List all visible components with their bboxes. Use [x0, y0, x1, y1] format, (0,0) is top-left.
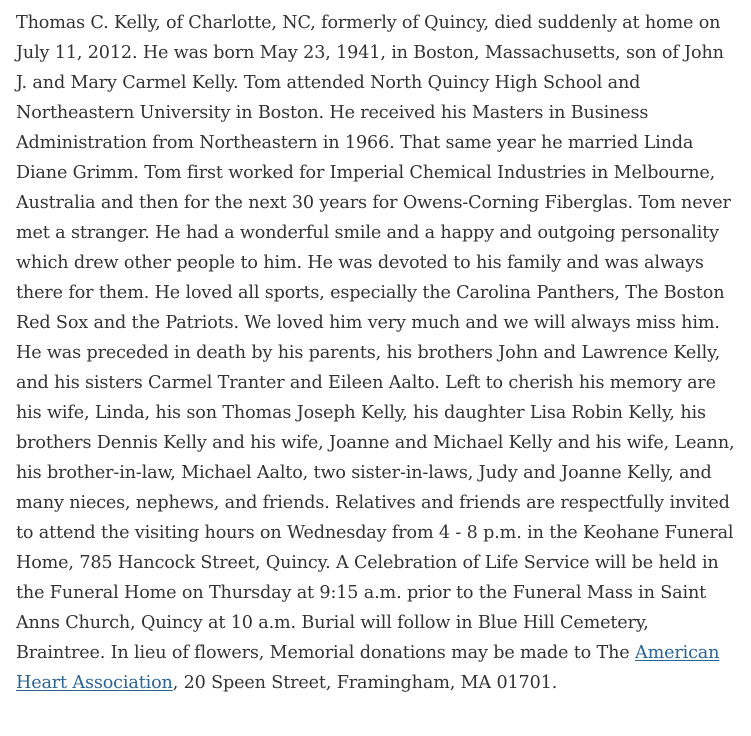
- american-heart-association-link[interactable]: American Heart Association: [16, 643, 720, 693]
- obituary-paragraph: [16, 8, 739, 698]
- obituary-text-before-link: Thomas C. Kelly, of Charlotte, NC, formerly of Quincy, died suddenly at home on July 11, 2012. He was born May 23, 1941, in Boston, Massachusetts, son of John J. and Mary Carmel Kelly. Tom attended North Quincy High School and Northeastern University in Boston. He received his Masters in Business Administration from Northeastern in 1966. That same year he married Linda Diane Grimm. Tom first worked for Imperial Chemical Industries in Melbourne, Australia and then for the next 30 years for Owens-Corning Fiberglas. Tom never met a stranger. He had a wonderful smile and a happy and outgoing personality which drew other people to him. He was devoted to his family and was always there for them. He loved all sports, especially the Carolina Panthers, The Boston Red Sox and the Patriots. We loved him very much and we will always miss him. He was preceded in death by his parents, his brothers John and Lawrence Kelly, and his sisters Carmel Tranter and Eileen Aalto. Left to cherish his memory are his wife, Linda, his son Thomas Joseph Kelly, his daughter Lisa Robin Kelly, his brothers Dennis Kelly and his wife, Joanne and Michael Kelly and his wife, Leann, his brother-in-law, Michael Aalto, two sister-in-laws, Judy and Joanne Kelly, and many nieces, nephews, and friends. Relatives and friends are respectfully invited to attend the visiting hours on Wednesday from 4 - 8 p.m. in the Keohane Funeral Home, 785 Hancock Street, Quincy. A Celebration of Life Service will be held in the Funeral Home on Thursday at 9:15 a.m. prior to the Funeral Mass in Saint Anns Church, Quincy at 10 a.m. Burial will follow in Blue Hill Cemetery, Braintree. In lieu of flowers, Memorial donations may be made to The: [16, 13, 735, 663]
- obituary-text-after-link: , 20 Speen Street, Framingham, MA 01701.: [172, 673, 558, 693]
